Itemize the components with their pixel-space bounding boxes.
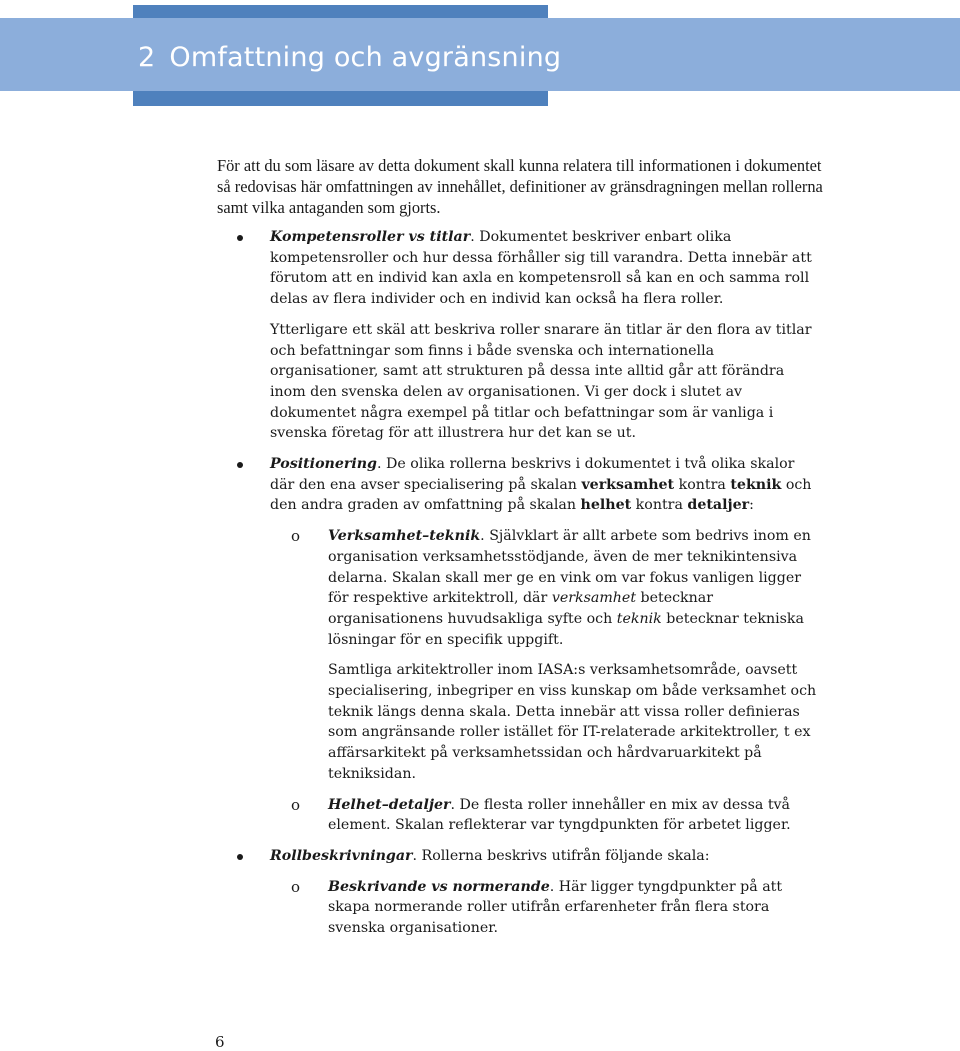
sub-item-verksamhet-teknik [291,526,820,784]
circle-bullet-icon: o [291,527,301,546]
sub-list [291,526,820,836]
sub-item-helhet-detaljer [291,795,820,836]
term-detaljer: detaljer [687,497,750,514]
circle-bullet-icon: o [291,795,301,814]
bullet-list [270,227,820,939]
circle-bullet-icon: o [291,877,301,896]
sub-item-paragraph: Helhet–detaljer. De flesta roller innehåller en mix av dessa två element. Skalan reflekterar var tyngdpunkten för arbetet ligger. [328,796,791,834]
bullet-title: Kompetensroller vs titlar [270,229,471,245]
sub-item-paragraph: Beskrivande vs normerande. Här ligger tyngdpunkter på att skapa normerande roller utifrån erfarenheter från flera stora svenska organisationer. [328,878,783,937]
bullet-paragraph [270,227,820,310]
bullet-paragraph: Rollbeskrivningar. Rollerna beskrivs utifrån följande skala: [270,847,710,864]
sub-list [291,877,820,939]
bullet-positioning [270,454,820,836]
bullet-role-descriptions [270,846,820,939]
bullet-paragraph: Positionering. De olika rollerna beskrivs i dokumentet i två olika skalor där den ena avser specialisering på skalan verksamhet kontra teknik och den andra graden av omfattning på skalan helhet kontra detaljer: [270,456,812,514]
sub-item-paragraph: Verksamhet–teknik. Självklart är allt arbete som bedrivs inom en organisation verksamhetsstödjande, även de mer teknikintensiva delarna. Skalan skall mer ge en vink om var fokus vanligen ligger för respektive arkitektroll, där verksamhet betecknar organisationens huvudsakliga syfte och teknik betecknar tekniska lösningar för en specifik uppgift. [328,528,811,648]
bullet-title: Positionering [270,456,377,473]
bullet-title: Rollbeskrivningar [270,847,413,864]
bullet-dot-icon [237,235,243,241]
section-heading [138,44,561,71]
header-accent-top [133,5,548,18]
bullet-competence-roles [270,227,820,444]
sub-item-title: Helhet–detaljer [328,796,451,813]
sub-item-beskrivande-normerande [291,877,820,939]
bullet-paragraph-2: Ytterligare ett skäl att beskriva roller snarare än titlar är den flora av titlar och befattningar som finns i både svenska och internationella organisationer, samt att strukturen på dessa inte alltid går att förändra inom den svenska delen av organisationen. Vi ger dock i slutet av dokumentet några exempel på titlar och befattningar som är vanliga i svenska företag för att illustrera hur det kan se ut. [270,321,812,442]
intro-paragraph: För att du som läsare av detta dokument skall kunna relatera till informationen i dokumentet så redovisas här omfattningen av innehållet, definitioner av gränsdragningen mellan rollerna samt vilka antaganden som gjorts. [217,156,823,217]
section-number: 2 [138,42,156,73]
term-helhet: helhet [580,497,632,514]
bullet-dot-icon [237,854,243,860]
page-number: 6 [215,1033,225,1051]
term-verksamhet: verksamhet [581,476,675,493]
sub-item-paragraph-2: Samtliga arkitektroller inom IASA:s verksamhetsområde, oavsett specialisering, inbegriper en viss kunskap om både verksamhet och teknik längs denna skala. Detta innebär att vissa roller definieras som angränsande roller istället för IT-relaterade arkitektroller, t ex affärsarkitekt på verksamhetssidan och hårdvaruarkitekt på tekniksidan. [328,662,817,782]
sub-item-title: Beskrivande vs normerande [328,878,550,895]
sub-item-title: Verksamhet–teknik [328,528,481,545]
term-teknik: teknik [730,476,782,493]
bullet-dot-icon [237,462,243,468]
bullet-text: . Dokumentet beskriver enbart olika kompetensroller och hur dessa förhåller sig till varandra. Detta innebär att förutom att en individ kan axla en kompetensroll så kan en och samma roll delas av flera individer och en individ kan också ha flera roller. [270,229,812,308]
section-title: Omfattning och avgränsning [169,42,562,73]
header-accent-bottom [133,91,548,106]
